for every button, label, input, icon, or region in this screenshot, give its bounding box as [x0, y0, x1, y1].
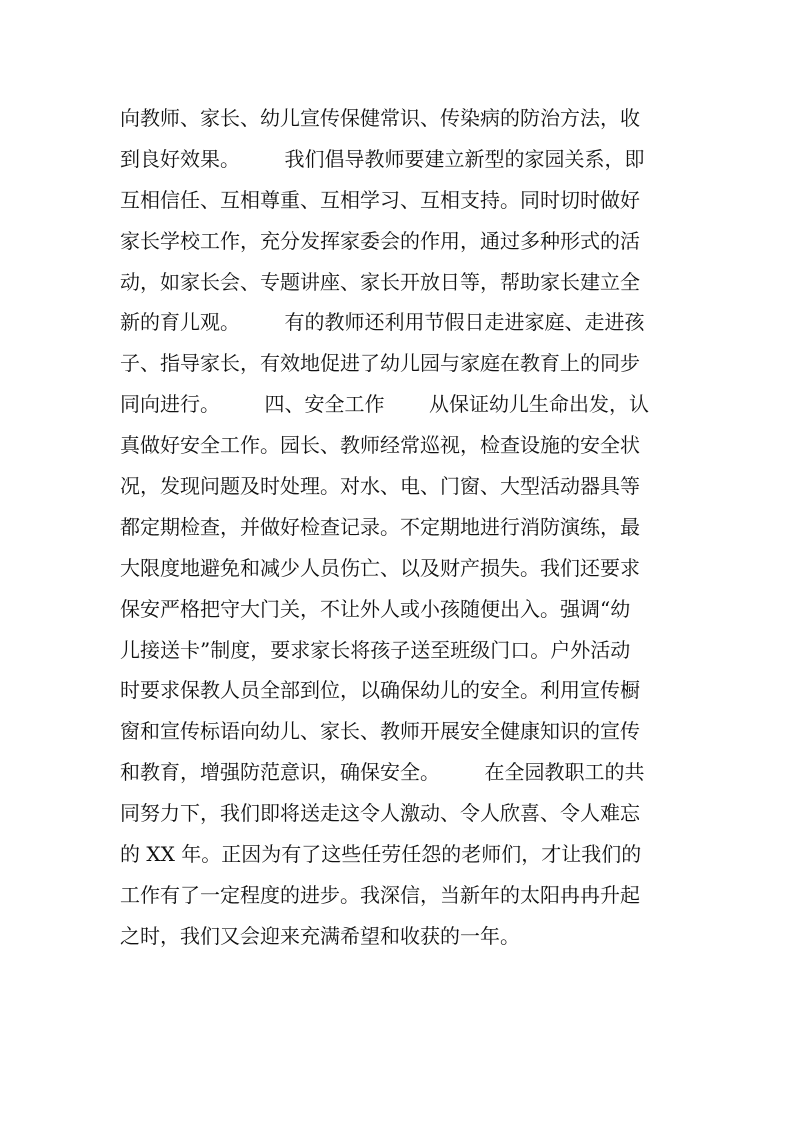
- text-line: 真做好安全工作。园长、教师经常巡视，检查设施的安全状: [120, 433, 640, 458]
- text-line: 同努力下，我们即将送走这令人激动、令人欣喜、令人难忘: [120, 801, 640, 826]
- text-line: 大限度地避免和减少人员伤亡、以及财产损失。我们还要求: [120, 555, 640, 580]
- text-line: 向教师、家长、幼儿宣传保健常识、传染病的防治方法，收: [120, 106, 640, 130]
- text-line: 的 XX 年。正因为有了这些任劳任怨的老师们，才让我们的: [120, 842, 642, 867]
- text-line: 动，如家长会、专题讲座、家长开放日等，帮助家长建立全: [120, 269, 640, 294]
- text-line: 保安严格把守大门关，不让外人或小孩随便出入。强调“幼: [120, 596, 631, 621]
- text-line: 况，发现问题及时处理。对水、电、门窗、大型活动器具等: [120, 474, 640, 499]
- text-line: 新的育儿观。 有的教师还利用节假日走进家庭、走进孩: [120, 310, 645, 335]
- text-line: 工作有了一定程度的进步。我深信，当新年的太阳冉冉升起: [120, 882, 640, 907]
- text-line: 窗和宣传标语向幼儿、家长、教师开展安全健康知识的宣传: [120, 719, 640, 744]
- text-line: 和教育，增强防范意识，确保安全。 在全园教职工的共: [120, 760, 645, 785]
- text-line: 到良好效果。 我们倡导教师要建立新型的家园关系，即: [120, 146, 645, 171]
- text-line: 时要求保教人员全部到位，以确保幼儿的安全。利用宣传橱: [120, 678, 640, 703]
- text-line: 儿接送卡”制度，要求家长将孩子送至班级门口。户外活动: [120, 637, 631, 662]
- text-line: 家长学校工作，充分发挥家委会的作用，通过多种形式的活: [120, 228, 640, 253]
- text-line: 子、指导家长，有效地促进了幼儿园与家庭在教育上的同步: [120, 351, 640, 376]
- text-line: 都定期检查，并做好检查记录。不定期地进行消防演练，最: [120, 514, 640, 539]
- text-line: 同向进行。 四、安全工作 从保证幼儿生命出发，认: [120, 392, 650, 417]
- body-text: [120, 98, 680, 957]
- text-line: 之时，我们又会迎来充满希望和收获的一年。: [120, 923, 520, 948]
- text-line: 互相信任、互相尊重、互相学习、互相支持。同时切时做好: [120, 187, 640, 212]
